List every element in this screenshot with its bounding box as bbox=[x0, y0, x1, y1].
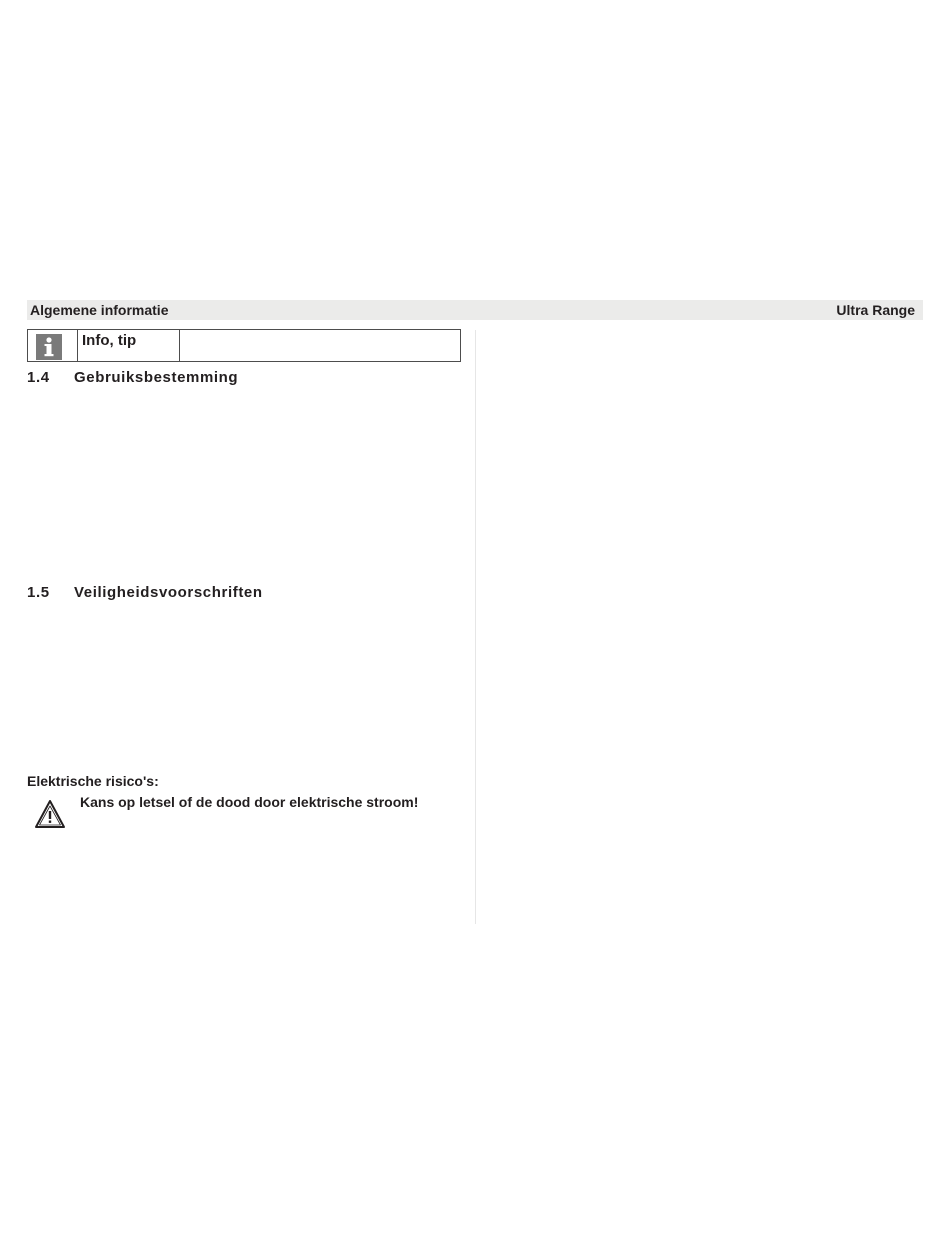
section-title: Gebruiksbestemming bbox=[74, 369, 239, 386]
section-number: 1.5 bbox=[27, 584, 50, 601]
header-product-name: Ultra Range bbox=[836, 302, 915, 318]
column-divider bbox=[475, 330, 476, 924]
section-title: Veiligheidsvoorschriften bbox=[74, 584, 263, 601]
section-number: 1.4 bbox=[27, 369, 50, 386]
header-chapter-title: Algemene informatie bbox=[30, 302, 169, 318]
page-header bbox=[27, 300, 923, 320]
info-icon-cell bbox=[28, 330, 78, 361]
info-label: Info, tip bbox=[82, 332, 137, 349]
info-label-cell bbox=[78, 330, 180, 361]
warning-triangle-icon bbox=[34, 799, 66, 829]
info-icon bbox=[36, 334, 62, 360]
electrical-warning-text: Kans op letsel of de dood door elektrische stroom! bbox=[80, 794, 419, 810]
info-legend-table bbox=[27, 329, 461, 362]
info-description-cell bbox=[180, 330, 460, 361]
electrical-risks-heading: Elektrische risico's: bbox=[27, 773, 159, 789]
